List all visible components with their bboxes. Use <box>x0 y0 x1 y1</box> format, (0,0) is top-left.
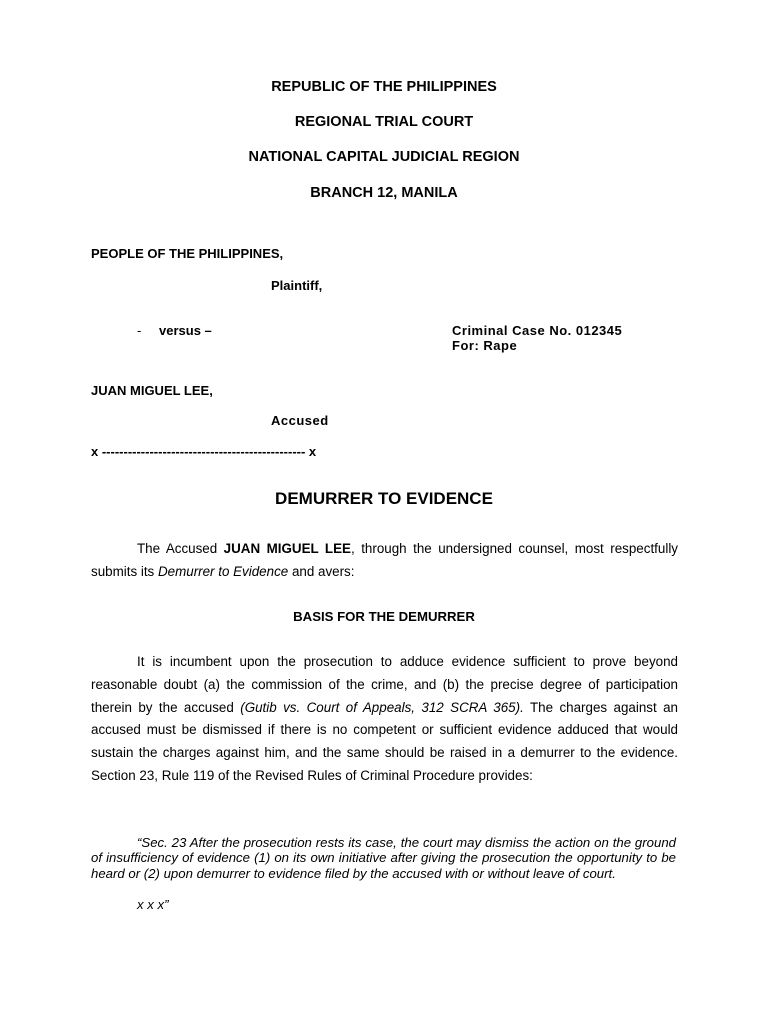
intro-text-3: and avers: <box>288 563 355 579</box>
body-text-2: The charges against an accused must be dismissed if there is no competent or sufficient evidence adduced that would sustain the charges against him, and the same should be raised in a demurrer to the evidence. Section 23, Rule 119 of the Revised Rules of Criminal Procedure provides: <box>91 699 678 783</box>
case-number: Criminal Case No. 012345 <box>452 323 623 338</box>
intro-paragraph <box>91 538 678 584</box>
intro-text-2: , through the undersigned counsel, most respectfully submits its <box>91 541 678 579</box>
versus-dash: - <box>137 323 142 338</box>
plaintiff-role: Plaintiff, <box>271 278 323 293</box>
versus-label: versus – <box>159 323 212 338</box>
caption-separator: x ----------------------------------------------- x <box>91 444 317 459</box>
accused-role: Accused <box>271 413 329 428</box>
statute-quote <box>91 835 676 881</box>
document-title: DEMURRER TO EVIDENCE <box>275 489 493 508</box>
header-republic: REPUBLIC OF THE PHILIPPINES <box>271 79 497 95</box>
intro-document-name: Demurrer to Evidence <box>157 563 289 579</box>
body-paragraph <box>91 651 678 788</box>
header-branch: BRANCH 12, MANILA <box>310 185 458 201</box>
case-charge: For: Rape <box>452 338 518 353</box>
intro-accused-name: JUAN MIGUEL LEE <box>223 541 351 556</box>
body-citation: (Gutib vs. Court of Appeals, 312 SCRA 365). <box>240 699 524 715</box>
section-heading: BASIS FOR THE DEMURRER <box>293 609 475 624</box>
plaintiff-name: PEOPLE OF THE PHILIPPINES, <box>91 246 284 261</box>
statute-quote-ending: x x x” <box>137 897 169 912</box>
statute-quote-text: “Sec. 23 After the prosecution rests its case, the court may dismiss the action on the ground of insufficiency of evidence (1) on its own initiative after giving the prosecution the opportunity to be heard or (2) upon demurrer to evidence filed by the accused with or without leave of court. <box>91 835 676 881</box>
header-region: NATIONAL CAPITAL JUDICIAL REGION <box>248 149 520 165</box>
body-text-1: It is incumbent upon the prosecution to adduce evidence sufficient to prove beyond reasonable doubt (a) the commission of the crime, and (b) the precise degree of participation therein by the accused <box>91 654 678 715</box>
header-court: REGIONAL TRIAL COURT <box>294 114 474 130</box>
accused-name: JUAN MIGUEL LEE, <box>91 383 213 398</box>
intro-text-1: The Accused <box>137 541 224 556</box>
